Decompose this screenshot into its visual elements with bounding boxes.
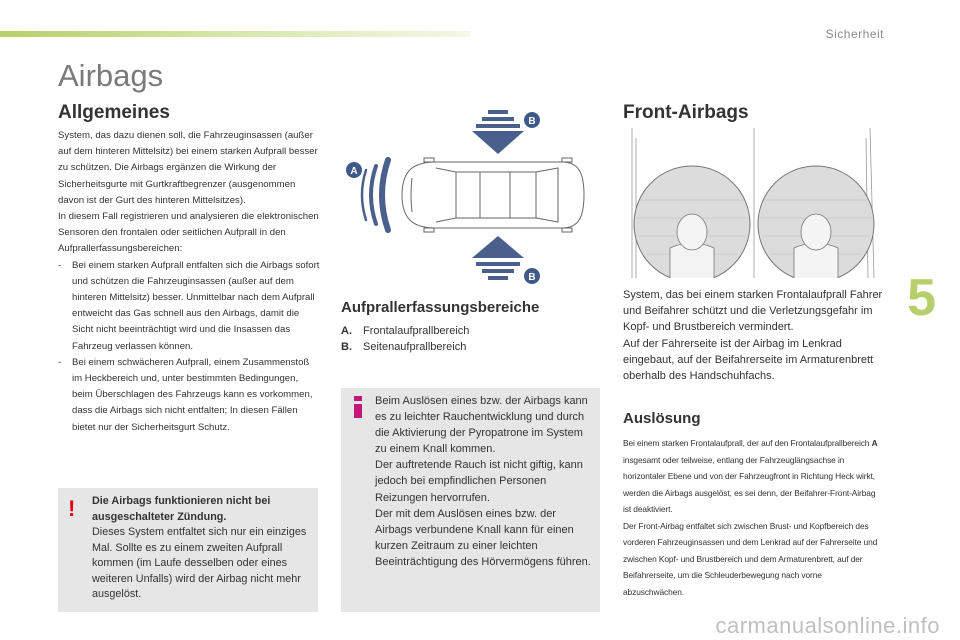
front-airbag-illustration xyxy=(630,128,878,278)
heading-front-airbags: Front-Airbags xyxy=(623,102,749,123)
bullet-text: Bei einem schwächeren Aufprall, einem Zusammenstoß im Heckbereich und, unter bestimmten Bedingungen, beim Überschlagen des Fahrzeugs kann es vorkommen, dass die Airbags sich nicht entfalten; In diesen Fällen bietet nur der Sicherheitsgurt Schutz. xyxy=(72,356,313,433)
page-title: Airbags xyxy=(58,58,164,93)
allgemeines-para1: System, das dazu dienen soll, die Fahrzeuginsassen (außer auf dem hinteren Mittelsitz) bei einem starken Aufprall besser zu schützen. Die Airbags ergänzen die Wirkung der Sicherheitsgurte mit Gurtkraftbegrenzer (ausgenommen davon ist der Gurt des hinteren Mittelsitzes). xyxy=(58,130,318,206)
list-item xyxy=(341,339,469,355)
warning-text xyxy=(92,494,314,603)
front-airbags-text-1: System, das bei einem starken Frontalaufprall Fahrer und Beifahrer schützt und die Verletzungsgefahr im Kopf- und Brustbereich vermindert. xyxy=(623,289,883,334)
warning-icon: ! xyxy=(68,496,76,521)
info-icon xyxy=(351,396,365,418)
bullet-dash: - xyxy=(58,259,62,271)
warning-box xyxy=(58,488,318,612)
list-item xyxy=(341,323,469,339)
passenger-airbag-icon xyxy=(758,166,874,278)
legend-key: B. xyxy=(341,341,352,353)
ausloesung-text-2: Der Front-Airbag entfaltet sich zwischen Brust- und Kopfbereich des vorderen Fahrzeuginsassen und dem Lenkrad auf der Fahrerseite und zwischen Kopf- und Brustbereich und dem Armaturenbrett, auf der Beifahrerseite, um die Schleuderbewegung nach vorne abzuschwächen. xyxy=(623,520,878,597)
info-text xyxy=(375,393,595,570)
driver-airbag-icon xyxy=(634,166,750,278)
side-arrow-top-icon xyxy=(472,110,524,154)
legend-key: A. xyxy=(341,325,352,337)
car-impact-diagram xyxy=(340,108,610,292)
badge-b-top-icon xyxy=(524,112,540,128)
list-item xyxy=(58,355,320,436)
allgemeines-body xyxy=(58,128,320,436)
front-impact-arcs-icon xyxy=(362,160,388,230)
ausloesung-zone-key: A xyxy=(871,438,878,448)
badge-b-top-label: B xyxy=(528,116,536,127)
chapter-number: 5 xyxy=(907,269,936,327)
badge-a-label: A xyxy=(350,166,358,177)
front-airbags-body xyxy=(623,287,888,384)
ausloesung-text-1-post: insgesamt oder teilweise, entlang der Fahrzeuglängsachse in horizontaler Ebene und von der Fahrzeugfront in Richtung Heck wirkt, werden die Airbags ausgelöst, es sei denn, der Beifahrer-Front-Airbag ist deaktiviert. xyxy=(623,454,876,514)
badge-b-bottom-icon xyxy=(524,268,540,284)
legend-label: Frontalaufprallbereich xyxy=(363,325,470,337)
ausloesung-text-1 xyxy=(623,435,885,518)
allgemeines-para2: In diesem Fall registrieren und analysieren die elektronischen Sensoren den frontalen oder seitlichen Aufprall in den Aufprallerfassungsbereichen: xyxy=(58,211,319,255)
ausloesung-text-1-pre: Bei einem starken Frontalaufprall, der auf den Frontalaufprallbereich xyxy=(623,438,872,448)
header-accent-bar xyxy=(0,31,470,37)
bullet-text: Bei einem starken Aufprall entfalten sich die Airbags sofort und schützen die Fahrzeuginsassen (außer auf dem hinteren Mittelsitz) besser. Unmittelbar nach dem Aufprall entweicht das Gas schnell aus den Airbags, damit die Sicht nicht beeinträchtigt wird und die Insassen das Fahrzeug verlassen können. xyxy=(72,259,320,352)
badge-b-bottom-label: B xyxy=(528,272,536,283)
front-airbags-text-2: Auf der Fahrerseite ist der Airbag im Lenkrad eingebaut, auf der Beifahrerseite im Armaturenbrett oberhalb des Handschuhfachs. xyxy=(623,337,874,383)
impact-zone-legend xyxy=(341,323,469,355)
info-text-2: Der auftretende Rauch ist nicht giftig, kann jedoch bei empfindlichen Personen Reizungen hervorrufen. xyxy=(375,459,583,504)
heading-aufprallerfassungsbereiche: Aufprallerfassungsbereiche xyxy=(341,299,540,316)
bullet-dash: - xyxy=(58,356,62,368)
heading-ausloesung: Auslösung xyxy=(623,410,701,427)
badge-a-icon xyxy=(346,162,362,178)
car-outline-icon xyxy=(402,158,584,232)
watermark: carmanualsonline.info xyxy=(715,613,940,638)
info-text-3: Der mit dem Auslösen eines bzw. der Airbags verbundene Knall kann für einen kurzen Zeitraum zu einer leichten Beeinträchtigung des Hörvermögens führen. xyxy=(375,507,591,568)
warning-body: Dieses System entfaltet sich nur ein einziges Mal. Sollte es zu einem zweiten Aufprall kommen (im Laufe desselben oder eines weiteren Unfalls) wird der Airbag nicht mehr ausgelöst. xyxy=(92,526,307,600)
legend-label: Seitenaufprallbereich xyxy=(363,341,467,353)
section-title: Sicherheit xyxy=(825,27,884,41)
heading-allgemeines: Allgemeines xyxy=(58,102,170,123)
ausloesung-body xyxy=(623,435,885,600)
info-box xyxy=(341,388,600,612)
warning-bold: Die Airbags funktionieren nicht bei ausgeschalteter Zündung. xyxy=(92,495,271,523)
info-text-1: Beim Auslösen eines bzw. der Airbags kann es zu leichter Rauchentwicklung und durch die Aktivierung der Pyropatrone im System zu einem Knall kommen. xyxy=(375,395,588,456)
list-item xyxy=(58,258,320,355)
side-arrow-bottom-icon xyxy=(472,236,524,280)
